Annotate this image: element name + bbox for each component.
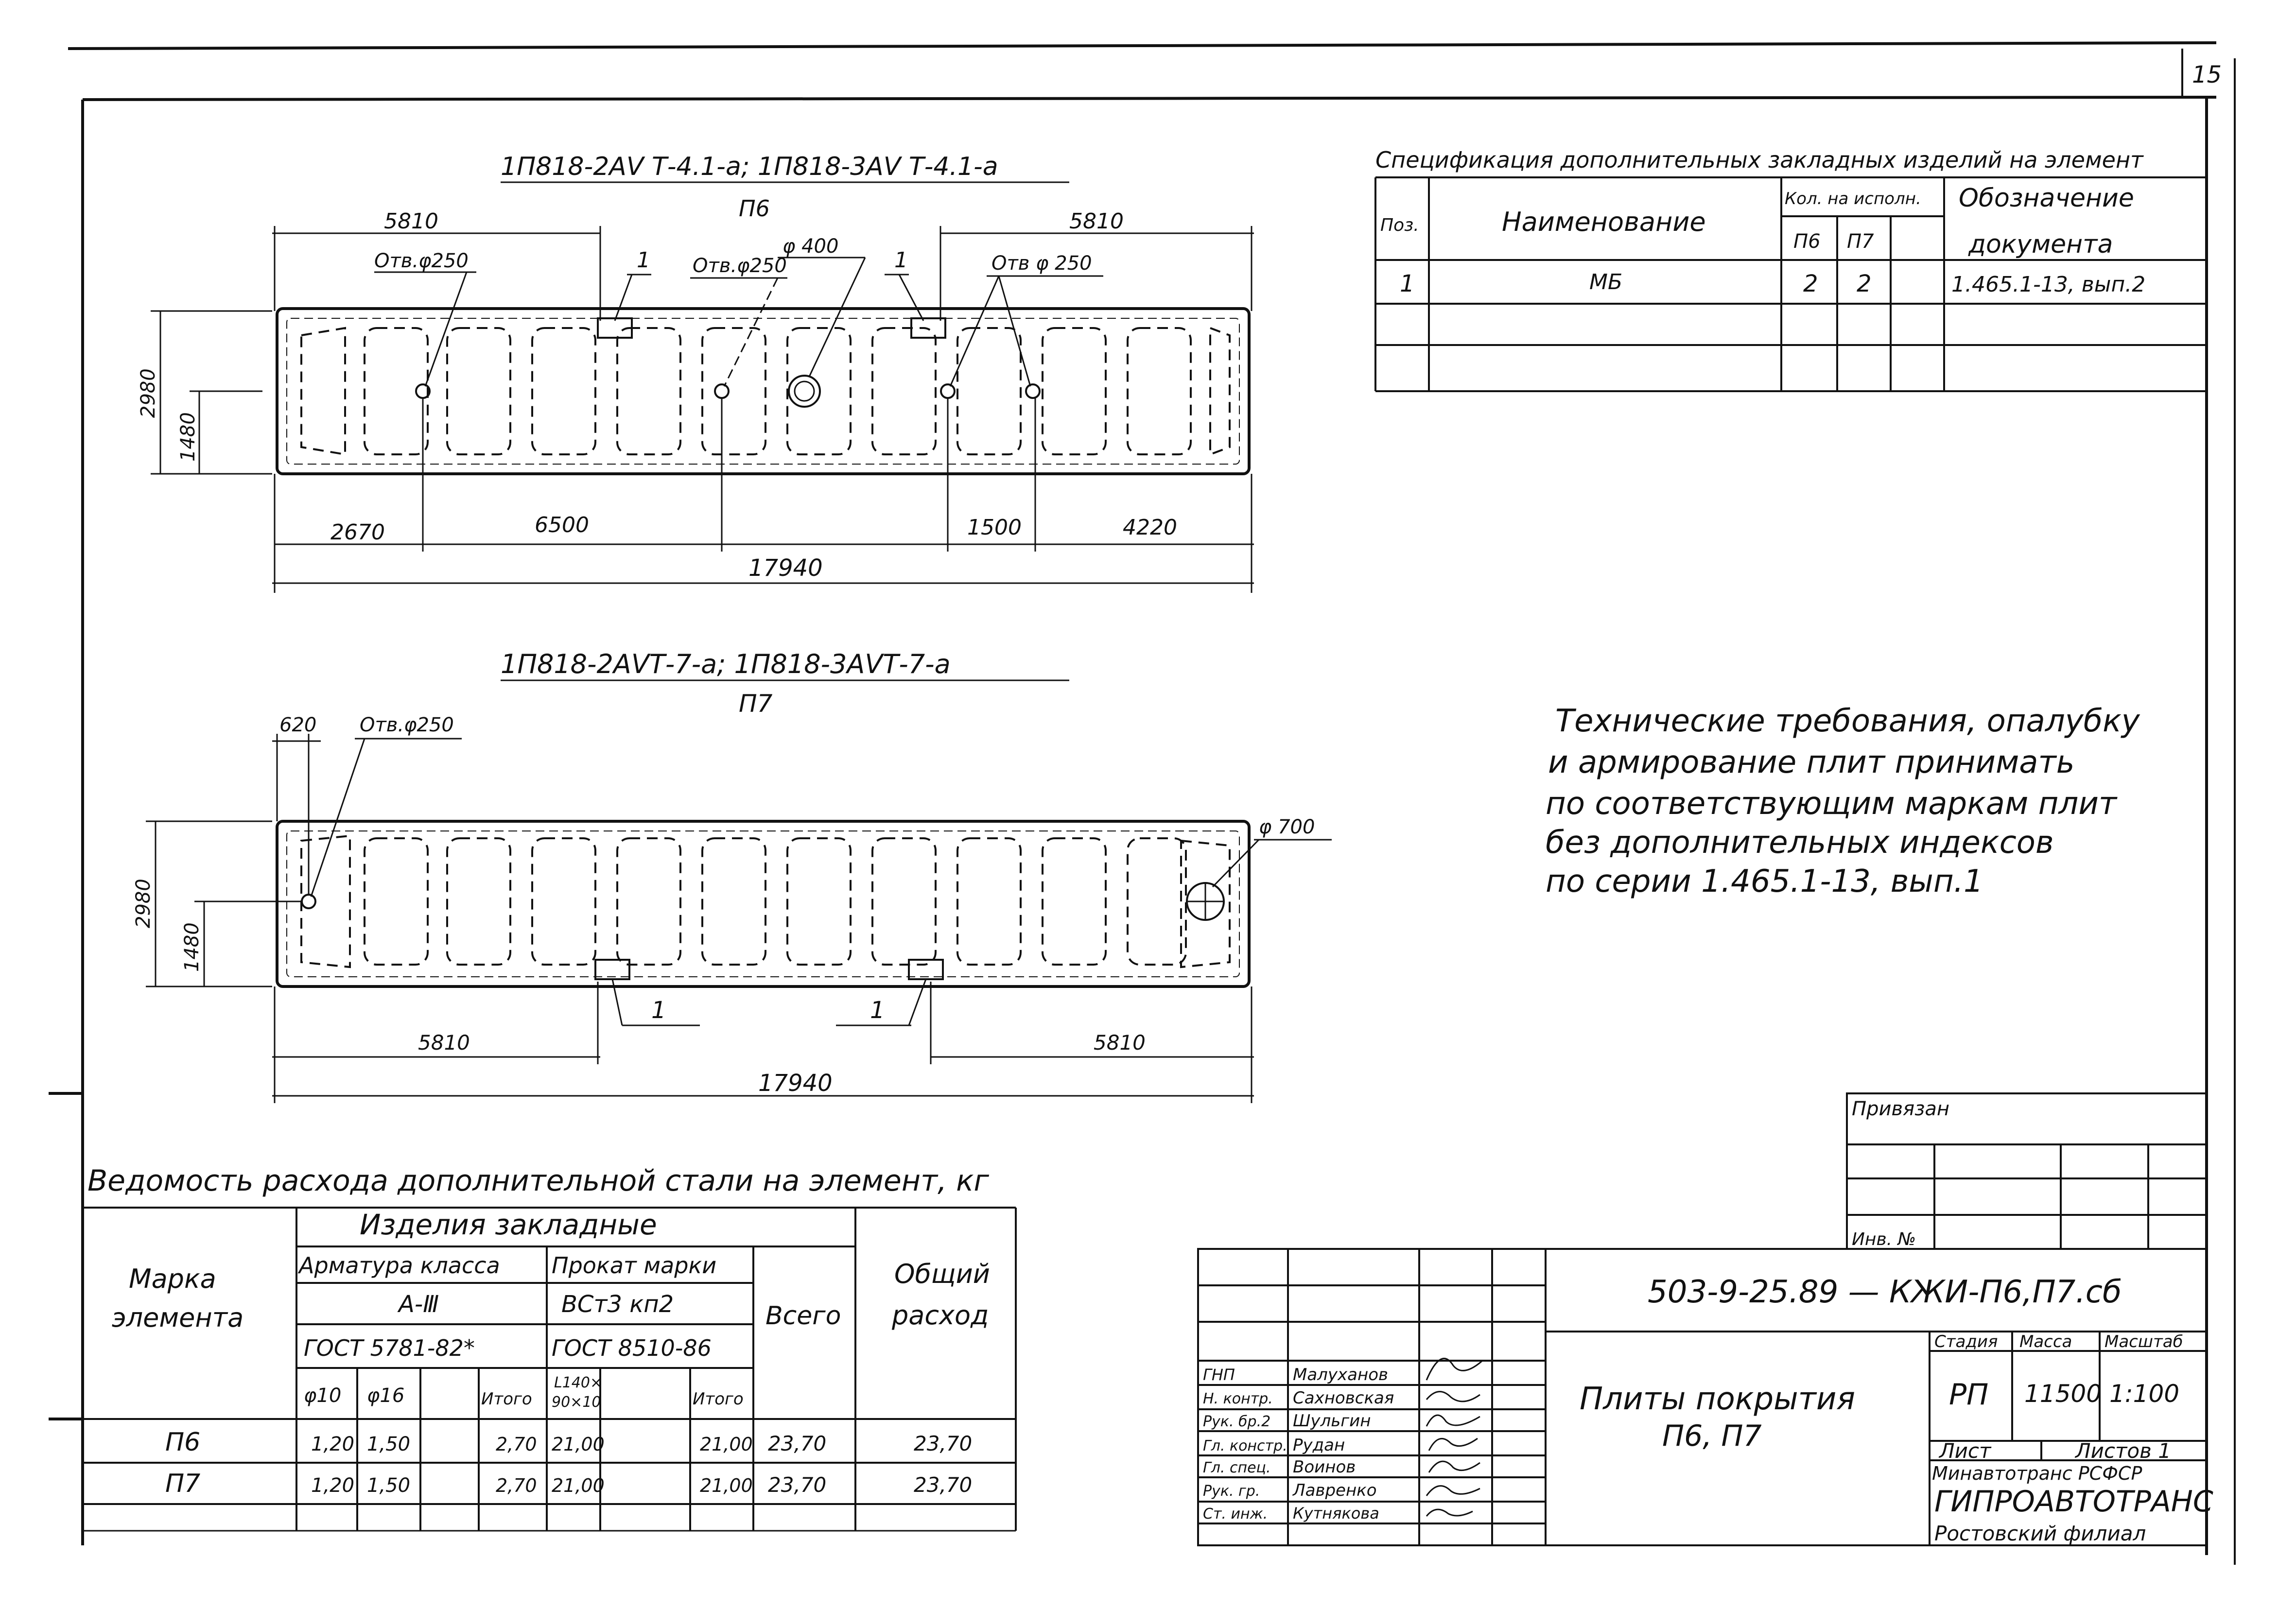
p6-dim-top-right: 5810 — [1069, 209, 1124, 234]
signature-role: Рук. бр.2 — [1203, 1413, 1271, 1430]
title-stage-label: Стадия — [1934, 1332, 1998, 1351]
signature-row — [1203, 1457, 1480, 1477]
spec-row1-qty-p6: 2 — [1803, 270, 1818, 297]
title-org-2: ГИПРОАВТОТРАНС — [1934, 1485, 2213, 1519]
signature-mark — [1426, 1509, 1473, 1516]
signature-name: Рудан — [1293, 1436, 1345, 1455]
spec-row1-name: МБ — [1589, 270, 1623, 294]
spec-table — [1375, 147, 2207, 391]
spec-col-name: Наименование — [1502, 207, 1706, 237]
signature-row — [1203, 1436, 1478, 1455]
signature-role: Ст. инж. — [1203, 1505, 1268, 1522]
p6-label-hole-2: Отв.φ250 — [693, 255, 787, 277]
p7-voids — [301, 836, 1230, 967]
steel-row-angle: 21,00 — [552, 1434, 605, 1455]
p6-voids — [301, 328, 1230, 454]
p7-title: 1П818-2АⅤТ-7-а; 1П818-3АⅤТ-7-а — [501, 649, 951, 679]
p6-dim-half-height: 1480 — [177, 412, 199, 462]
p7-dim-height: 2980 — [132, 879, 155, 928]
spec-col-doc-1: Обозначение — [1959, 184, 2134, 213]
p6-dim-b2: 6500 — [535, 513, 589, 537]
signature-mark — [1426, 1486, 1480, 1496]
steel-row-itogo-1: 2,70 — [496, 1434, 537, 1455]
steel-row-itogo-2: 21,00 — [700, 1475, 753, 1496]
title-scale: 1:100 — [2109, 1380, 2180, 1408]
spec-row1-qty-p7: 2 — [1857, 270, 1872, 297]
steel-sub-itogo-1: Итого — [481, 1389, 532, 1409]
tech-note-line-1: Технические требования, опалубку — [1555, 703, 2140, 739]
p6-dim-b1: 2670 — [330, 520, 385, 545]
steel-title: Ведомость расхода дополнительной стали на элемент, кг — [87, 1164, 989, 1198]
signature-name: Сахновская — [1293, 1388, 1394, 1408]
signature-name: Воинов — [1293, 1457, 1356, 1477]
steel-sub-angle-1: L140× — [554, 1374, 603, 1391]
p7-label-hole-1: Отв.φ250 — [360, 714, 454, 736]
p6-dim-b4: 4220 — [1123, 515, 1177, 540]
title-stage: РП — [1949, 1378, 1989, 1412]
p7-label-emb-1: 1 — [651, 997, 666, 1024]
steel-row-itogo-1: 2,70 — [496, 1475, 537, 1496]
p7-dim-left-offset: 620 — [279, 714, 317, 736]
p6-dim-top-left: 5810 — [384, 209, 438, 234]
signature-row — [1203, 1358, 1482, 1384]
steel-col-total: Всего — [765, 1301, 841, 1331]
signature-role: Гл. констр. — [1203, 1437, 1287, 1454]
steel-row-d16: 1,50 — [367, 1433, 411, 1455]
p6-dim-b3: 1500 — [967, 515, 1022, 540]
signature-role: Н. контр. — [1203, 1390, 1273, 1407]
steel-row-itogo-2: 21,00 — [700, 1434, 753, 1455]
title-scale-label: Масштаб — [2105, 1332, 2183, 1351]
steel-row-overall: 23,70 — [914, 1473, 973, 1497]
binding-inv: Инв. № — [1852, 1229, 1916, 1249]
steel-rolled-3: ГОСТ 8510-86 — [552, 1335, 712, 1361]
title-mass: 11500 — [2024, 1380, 2102, 1408]
p6-label-hole-1: Отв.φ250 — [374, 250, 469, 272]
title-block — [1198, 1249, 2213, 1545]
p6-label-hole-3: φ 400 — [783, 235, 839, 258]
p7-label-hole-2: φ 700 — [1259, 816, 1315, 838]
drawing-p7 — [132, 649, 1332, 1103]
steel-col-overall-2: расход — [892, 1300, 989, 1331]
signature-mark — [1426, 1415, 1480, 1426]
spec-col-qty-p7: П7 — [1847, 230, 1874, 253]
tech-note-line-5: по серии 1.465.1-13, вып.1 — [1546, 864, 1983, 900]
spec-col-qty: Кол. на исполн. — [1785, 189, 1921, 208]
p7-hole-1 — [302, 895, 315, 908]
p7-dim-bottom-left: 5810 — [418, 1031, 470, 1055]
p6-subtitle: П6 — [739, 195, 770, 222]
p6-dim-total: 17940 — [748, 554, 823, 582]
p6-label-hole-4: Отв φ 250 — [991, 252, 1092, 275]
steel-col-overall-1: Общий — [894, 1259, 990, 1289]
tech-note-line-2: и армирование плит принимать — [1548, 744, 2075, 780]
title-sheet-label: Лист — [1939, 1439, 1991, 1463]
title-name-2: П6, П7 — [1662, 1419, 1762, 1453]
signature-mark — [1429, 1438, 1478, 1451]
spec-col-doc-2: документа — [1968, 230, 2113, 259]
signature-name: Шульгин — [1293, 1411, 1371, 1431]
steel-sub-itogo-2: Итого — [693, 1389, 744, 1409]
technical-note — [1546, 703, 2140, 900]
signature-mark — [1426, 1358, 1482, 1380]
title-code: 503-9-25.89 — КЖИ-П6,П7.сб — [1648, 1274, 2122, 1310]
steel-col-mark-1: Марка — [129, 1263, 216, 1294]
steel-rebar-3: ГОСТ 5781-82* — [304, 1335, 475, 1361]
p7-dim-half-height: 1480 — [181, 922, 203, 972]
signature-row — [1203, 1504, 1473, 1522]
p7-dim-bottom-right: 5810 — [1094, 1031, 1146, 1055]
steel-row-p7 — [165, 1469, 972, 1498]
tech-note-line-3: по соответствующим маркам плит — [1546, 786, 2117, 822]
steel-row-d16: 1,50 — [367, 1474, 411, 1497]
signature-mark — [1426, 1392, 1480, 1401]
signature-row — [1203, 1388, 1480, 1408]
steel-sub-d16: φ16 — [367, 1384, 405, 1407]
signature-name: Лавренко — [1293, 1481, 1377, 1500]
steel-row-mark: П6 — [165, 1428, 201, 1457]
signature-row — [1203, 1481, 1480, 1500]
p7-label-emb-2: 1 — [870, 997, 885, 1024]
steel-group-embedded: Изделия закладные — [360, 1208, 657, 1241]
signature-row — [1203, 1411, 1480, 1431]
steel-sub-d10: φ10 — [304, 1384, 342, 1407]
binding-label: Привязан — [1852, 1098, 1950, 1120]
title-name-1: Плиты покрытия — [1580, 1381, 1855, 1417]
signature-role: Гл. спец. — [1203, 1459, 1271, 1476]
p6-hole-5 — [1026, 384, 1040, 398]
steel-row-total: 23,70 — [768, 1432, 827, 1455]
spec-title: Спецификация дополнительных закладных изделий на элемент — [1375, 147, 2143, 173]
tech-note-line-4: без дополнительных индексов — [1546, 825, 2054, 861]
drawing-p6 — [137, 152, 1254, 593]
title-sheets-label: Листов 1 — [2075, 1439, 2171, 1463]
p6-hole-3 — [789, 376, 820, 407]
signature-name: Кутнякова — [1293, 1504, 1379, 1522]
steel-row-d10: 1,20 — [311, 1474, 355, 1497]
signature-name: Малуханов — [1293, 1365, 1389, 1384]
steel-row-overall: 23,70 — [914, 1432, 973, 1455]
p6-hole-4 — [941, 384, 955, 398]
signature-mark — [1429, 1461, 1480, 1472]
signature-role: Рук. гр. — [1203, 1483, 1260, 1500]
signature-role: ГНП — [1203, 1366, 1235, 1384]
title-org-3: Ростовский филиал — [1934, 1522, 2146, 1545]
steel-row-angle: 21,00 — [552, 1475, 605, 1496]
p7-dim-total: 17940 — [758, 1070, 833, 1097]
steel-row-d10: 1,20 — [311, 1433, 355, 1455]
p6-title: 1П818-2АⅤ Т-4.1-а; 1П818-3АⅤ Т-4.1-а — [501, 152, 998, 181]
page-number: 15 — [2192, 61, 2222, 88]
p6-dim-height: 2980 — [137, 368, 159, 418]
steel-rebar-1: Арматура класса — [299, 1252, 500, 1279]
steel-row-mark: П7 — [165, 1469, 201, 1498]
steel-sub-angle-2: 90×10 — [552, 1394, 601, 1411]
steel-rebar-2: А-Ⅲ — [399, 1291, 439, 1318]
steel-col-mark-2: элемента — [112, 1302, 244, 1333]
title-org-1: Минавтотранс РСФСР — [1932, 1463, 2142, 1484]
spec-row1-pos: 1 — [1400, 270, 1415, 297]
steel-row-p6 — [165, 1428, 972, 1457]
title-mass-label: Масса — [2019, 1332, 2072, 1351]
steel-rolled-1: Прокат марки — [552, 1252, 717, 1279]
spec-row1-doc: 1.465.1-13, вып.2 — [1951, 272, 2146, 297]
spec-col-pos: Поз. — [1380, 215, 1419, 235]
steel-row-total: 23,70 — [768, 1473, 827, 1497]
binding-box — [1847, 1093, 2207, 1249]
p6-label-emb-1: 1 — [637, 248, 650, 273]
p7-slab-outline — [277, 821, 1249, 986]
steel-table — [83, 1164, 1016, 1531]
steel-rolled-2: ВСт3 кп2 — [561, 1291, 674, 1318]
spec-col-qty-p6: П6 — [1793, 230, 1821, 253]
p7-subtitle: П7 — [739, 690, 773, 718]
p6-hole-2 — [715, 384, 729, 398]
p6-label-emb-2: 1 — [894, 248, 908, 273]
